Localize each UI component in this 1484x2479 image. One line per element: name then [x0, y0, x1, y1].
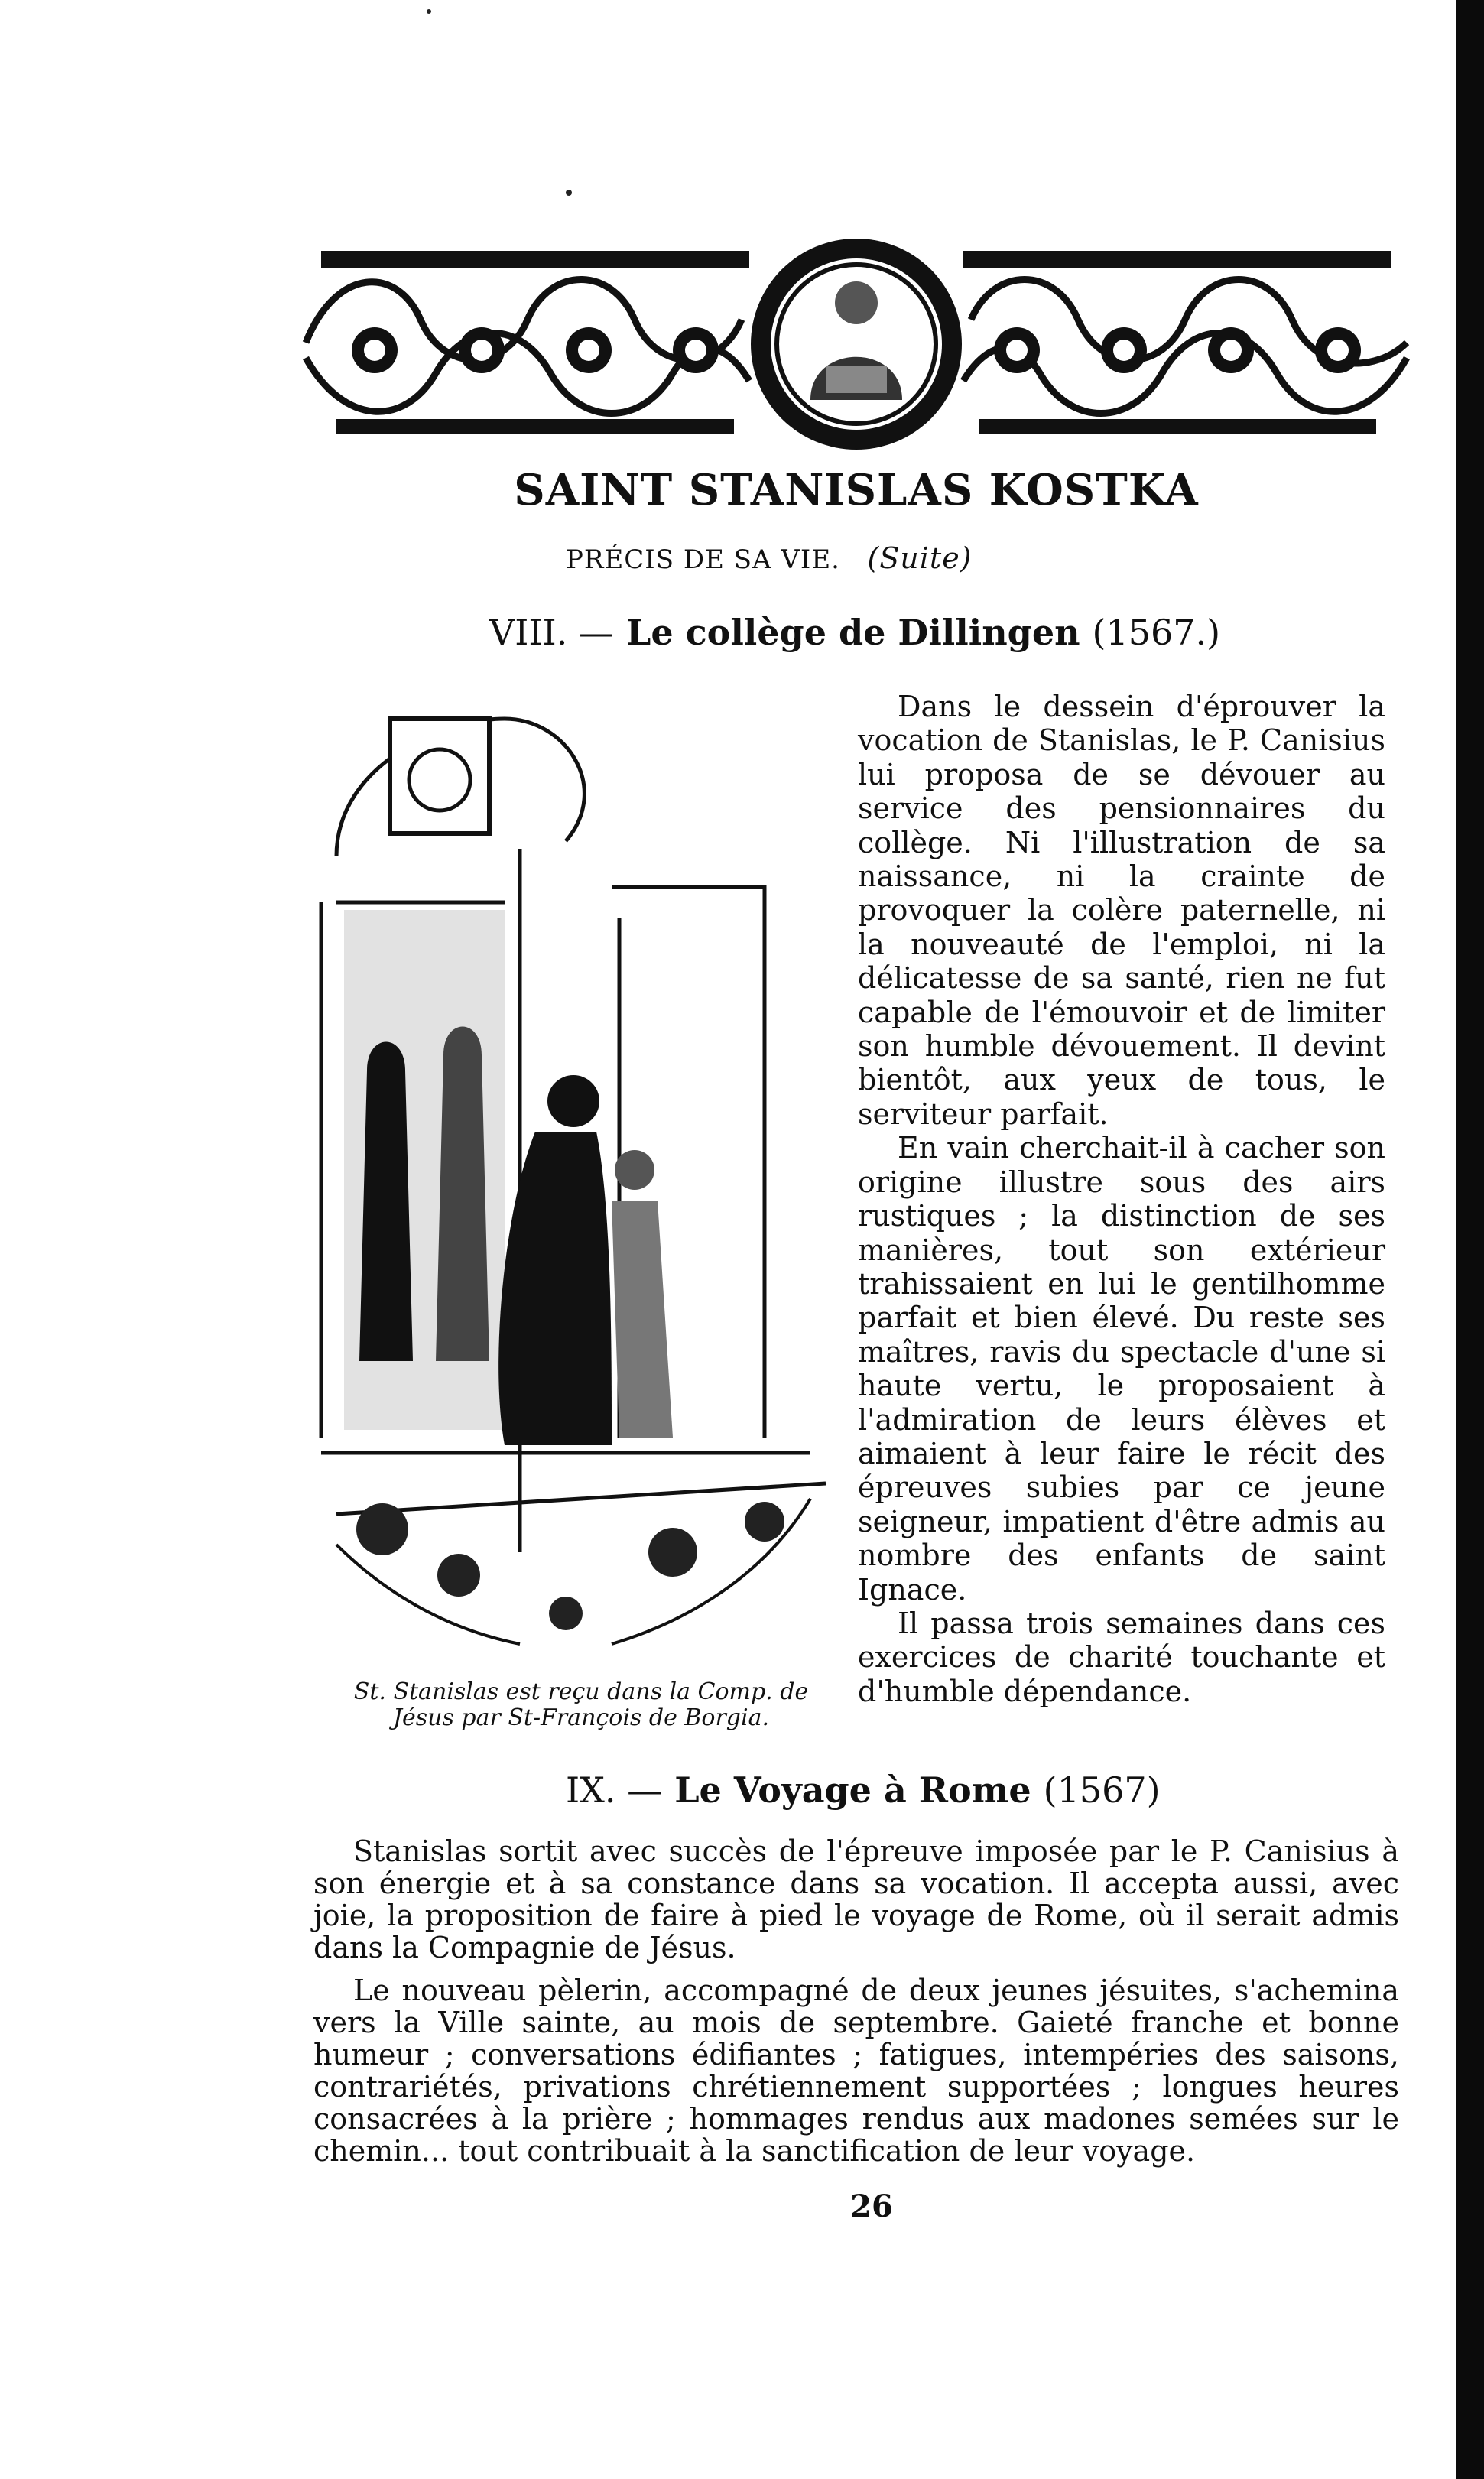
- subtitle-main: PRÉCIS DE SA VIE.: [566, 544, 840, 575]
- section-name: Le Voyage à Rome: [674, 1769, 1031, 1811]
- engraving-illustration: [291, 673, 841, 1667]
- section-name: Le collège de Dillingen: [626, 612, 1080, 653]
- paragraph: Il passa trois semaines dans ces exercices de charité touchante et d'humble dépendance.: [858, 1606, 1385, 1708]
- page-number: 26: [850, 2188, 893, 2224]
- section-heading-viii: [489, 612, 1220, 653]
- paragraph: Le nouveau pèlerin, accompagné de deux jeunes jésuites, s'achemina vers la Ville sainte, au mois de septembre. Gaieté franche et bonne humeur ; conversations édifiantes ; fatigues, intempéries des saisons, contrariétés, privations chrétiennement supportées ; longues heures consacrées à la prière ; hommages rendus aux madones semées sur le chemin... tout contribuait à la sanctification de leur voyage.: [313, 1974, 1399, 2168]
- scan-speck: [566, 190, 572, 196]
- subtitle: [566, 541, 1177, 575]
- paragraph: En vain cherchait-il à cacher son origine illustre sous des airs rustiques ; la distinction de ses manières, tout son extérieur trahissaient en lui le gentilhomme parfait et bien élevé. Du reste ses maîtres, ravis du spectacle d'une si haute vertu, le proposaient à l'admiration de leurs élèves et aimaient à leur faire le récit des épreuves subies par ce jeune seigneur, impatient d'être admis au nombre des enfants de saint Ignace.: [858, 1131, 1385, 1607]
- illustration-caption: [291, 1679, 872, 1731]
- section-number: IX. —: [566, 1769, 663, 1811]
- right-column-text: [858, 690, 1385, 1708]
- scan-speck: [427, 9, 431, 14]
- section-number: VIII. —: [489, 612, 614, 653]
- caption-line-1: St. Stanislas est reçu dans la Comp. de: [353, 1678, 809, 1705]
- section-year: (1567.): [1092, 612, 1221, 653]
- page-title: SAINT STANISLAS KOSTKA: [514, 465, 1199, 515]
- subtitle-suite: (Suite): [867, 541, 973, 575]
- caption-line-2: Jésus par St-François de Borgia.: [392, 1704, 770, 1731]
- paragraph: Dans le dessein d'éprouver la vocation de Stanislas, le P. Canisius lui proposa de se dévouer au service des pensionnaires du collège. Ni l'illustration de sa naissance, ni la crainte de provoquer la colère paternelle, ni la nouveauté de l'emploi, ni la délicatesse de sa santé, rien ne fut capable de l'émouvoir et de limiter son humble dévouement. Il devint bientôt, aux yeux de tous, le serviteur parfait.: [858, 690, 1385, 1131]
- section-heading-ix: [566, 1769, 1161, 1811]
- scan-edge-bar: [1456, 0, 1484, 2479]
- full-width-text: [313, 1835, 1399, 2167]
- section-year: (1567): [1043, 1769, 1161, 1811]
- paragraph: Stanislas sortit avec succès de l'épreuve imposée par le P. Canisius à son énergie et à sa constance dans sa vocation. Il accepta aussi, avec joie, la proposition de faire à pied le voyage de Rome, où il serait admis dans la Compagnie de Jésus.: [313, 1834, 1399, 1964]
- ornamental-header-banner: [291, 236, 1422, 453]
